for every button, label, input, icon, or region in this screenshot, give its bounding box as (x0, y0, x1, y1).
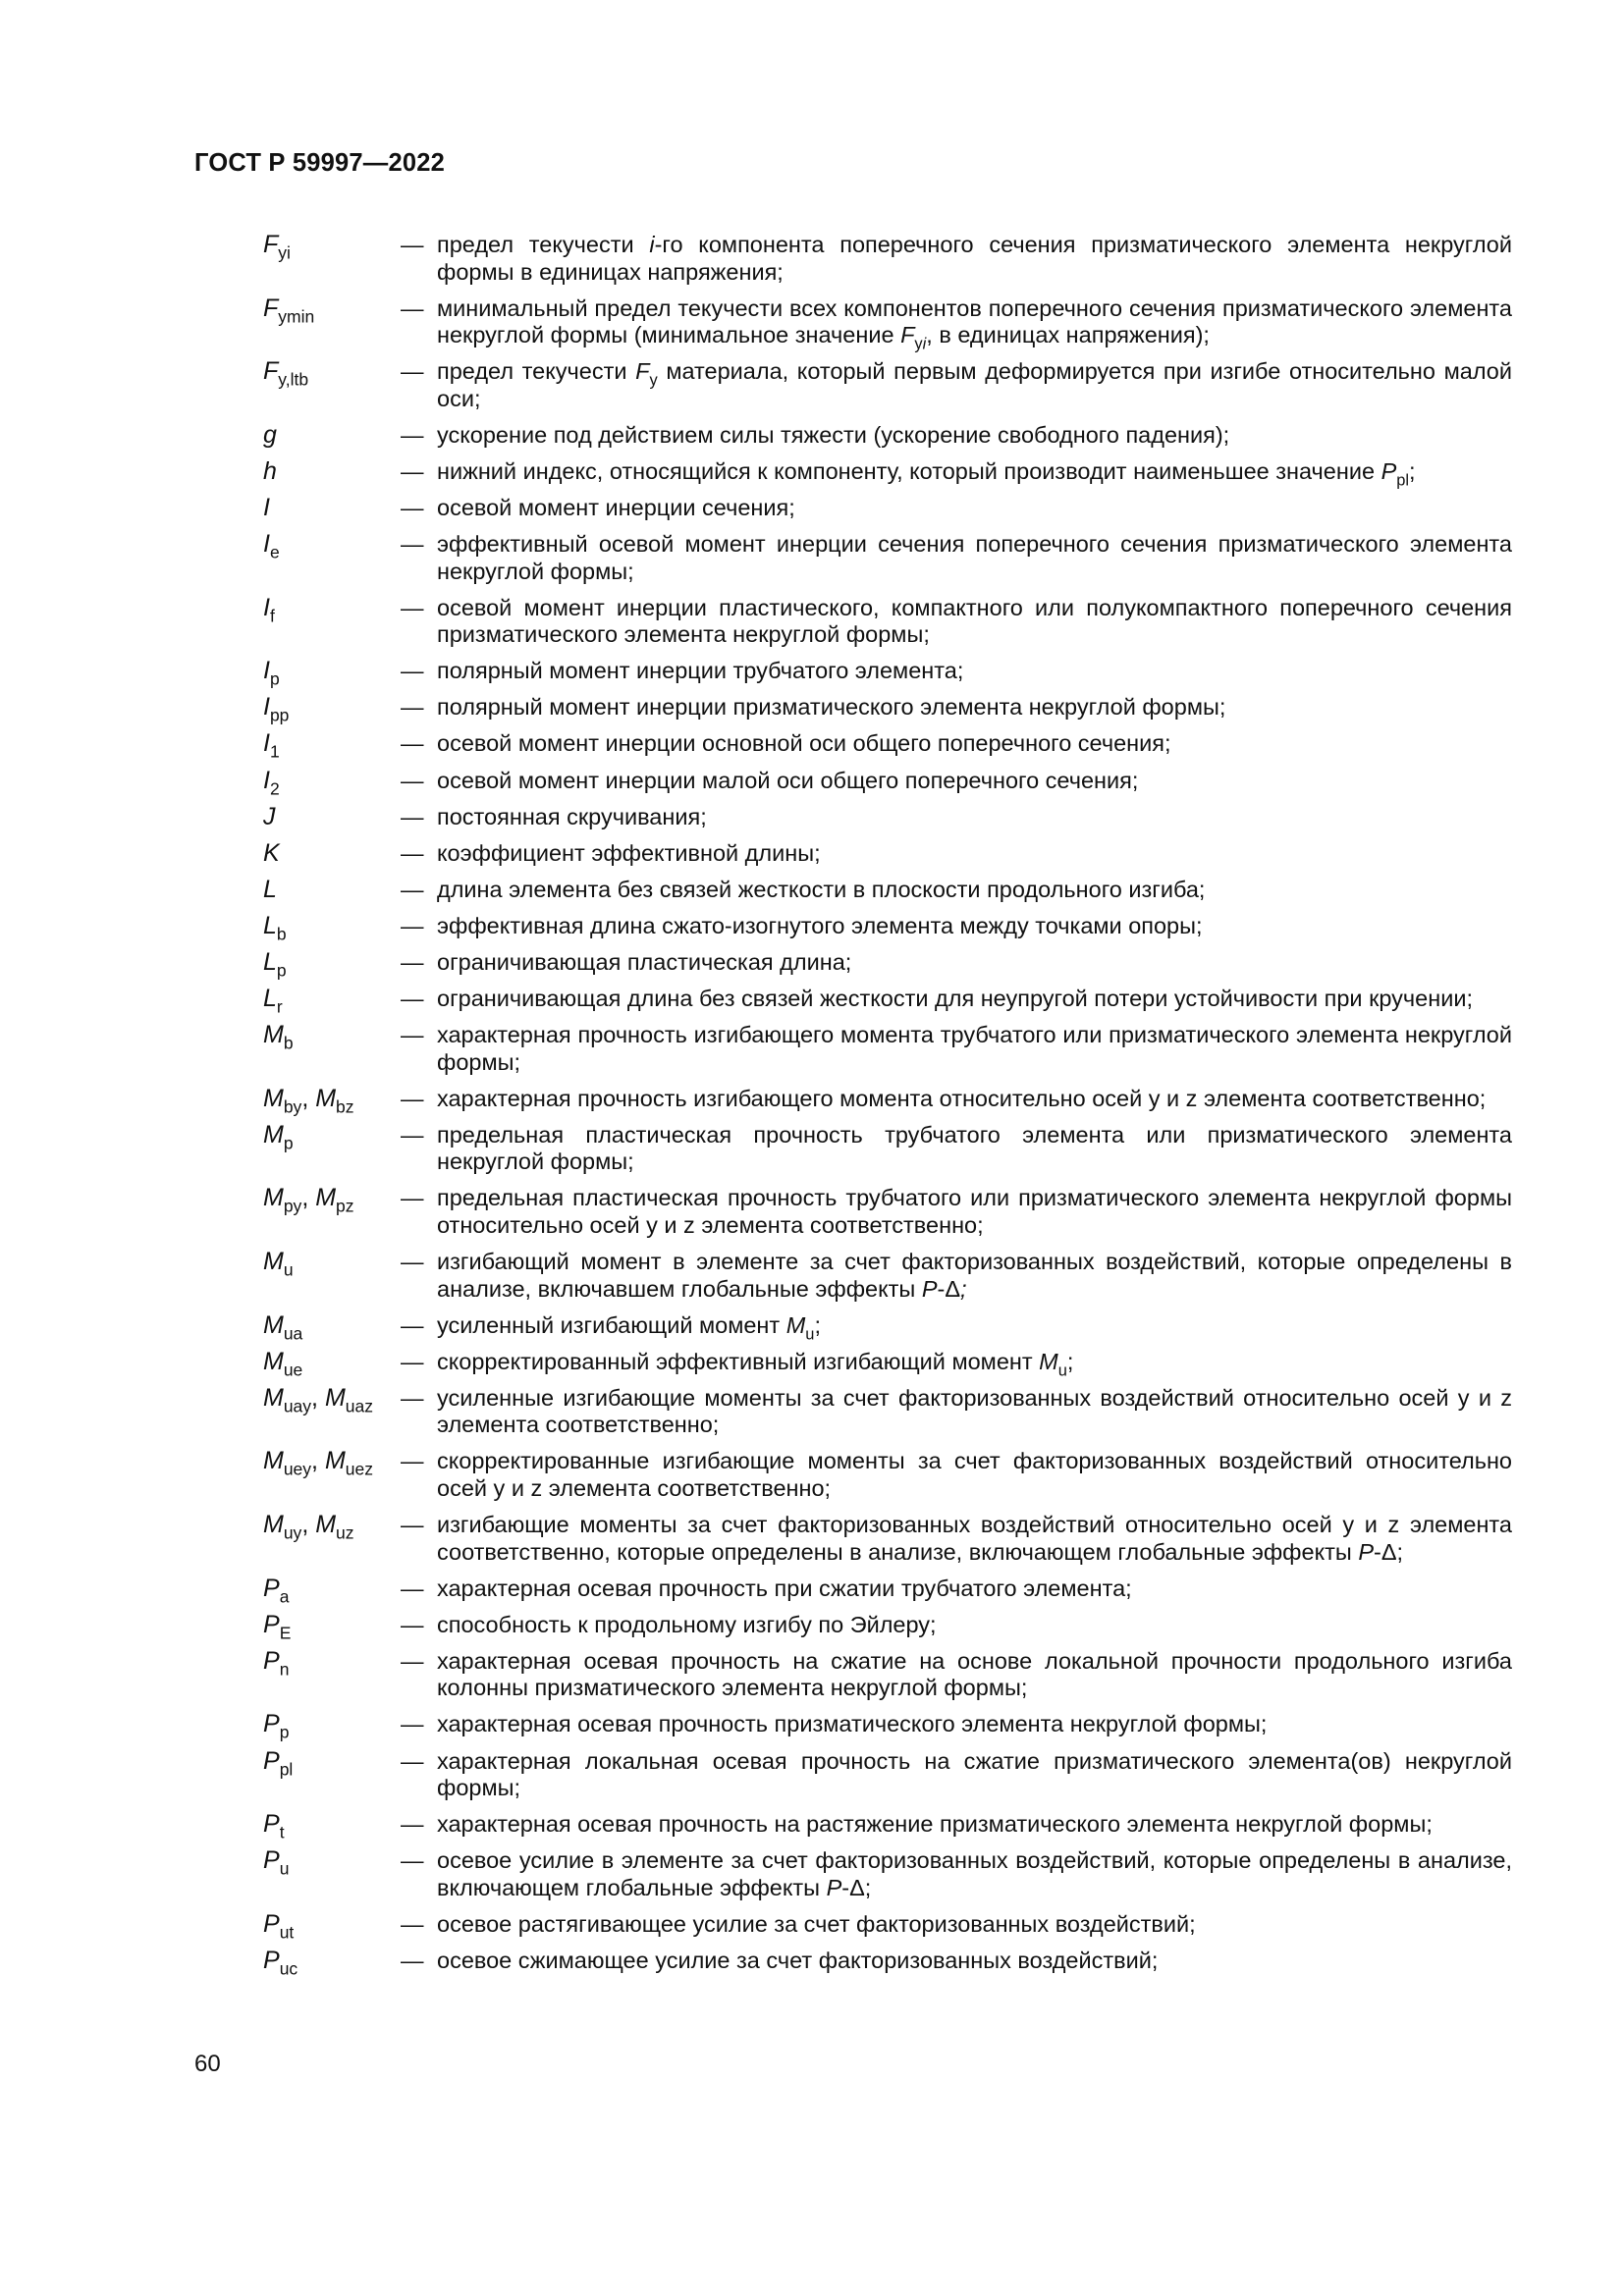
dash: — (401, 1811, 424, 1838)
dash: — (401, 949, 424, 975)
symbol-entry (0, 1084, 1624, 1117)
symbol-definition: скорректированный эффективный изгибающий момент $M_u$; (437, 1348, 1074, 1379)
symbol-definition: постоянная скручивания; (437, 803, 707, 829)
dash: — (401, 358, 424, 385)
symbol: L (263, 875, 277, 903)
symbol: $I_p$ (263, 657, 280, 689)
symbol-entry (0, 358, 1624, 412)
symbol-entry (0, 1574, 1624, 1607)
symbol: $P_{ut}$ (263, 1909, 295, 1943)
symbol: g (263, 420, 277, 449)
dash: — (401, 876, 424, 902)
dash: — (401, 767, 424, 793)
symbol-definition: полярный момент инерции трубчатого элемента; (437, 658, 964, 684)
symbol-definition: осевое усилие в элементе за счет факторизованных воздействий, которые определены в анализе, включающем глобальные эффекты P-Δ; (437, 1847, 1512, 1900)
dash: — (401, 1249, 424, 1275)
symbol: $P_{uc}$ (263, 1946, 298, 1979)
symbol: K (263, 838, 280, 867)
dash: — (401, 839, 424, 866)
symbol-definition: осевой момент инерции малой оси общего поперечного сечения; (437, 767, 1139, 793)
symbol: $P_t$ (263, 1810, 285, 1842)
dash: — (401, 1185, 424, 1211)
dash: — (401, 658, 424, 684)
dash: — (401, 1512, 424, 1538)
symbol-definition: характерная локальная осевая прочность на сжатие призматического элемента(ов) некруглой формы; (437, 1747, 1512, 1800)
symbol-entry (0, 1946, 1624, 1979)
symbol-entry (0, 1748, 1624, 1802)
symbol: $P_u$ (263, 1846, 290, 1879)
symbol: $I_{pp}$ (263, 693, 290, 725)
symbol-entry (0, 1648, 1624, 1702)
symbol-definition: предел текучести $F_y$ материала, который первым деформируется при изгибе относительно малой оси; (437, 358, 1512, 411)
dash: — (401, 294, 424, 321)
symbol-entry (0, 1022, 1624, 1076)
dash: — (401, 803, 424, 829)
symbol-definition: предельная пластическая прочность трубчатого элемента или призматического элемента некруглой формы; (437, 1121, 1512, 1175)
symbol: $F_{yi}$ (263, 231, 291, 263)
dash: — (401, 1311, 424, 1338)
dash: — (401, 1647, 424, 1674)
dash: — (401, 730, 424, 757)
symbol-definition: характерная осевая прочность при сжатии трубчатого элемента; (437, 1575, 1132, 1601)
symbol: $M_u$ (263, 1248, 294, 1280)
symbol-definition: минимальный предел текучести всех компонентов поперечного сечения призматического элемента некруглой формы (минимальное значение $F_{yi}$, в единицах напряжения); (437, 294, 1512, 353)
symbol-definition: ограничивающая длина без связей жесткости для неупругой потери устойчивости при кручении; (437, 986, 1473, 1012)
dash: — (401, 912, 424, 938)
symbol-definition: изгибающие моменты за счет факторизованных воздействий относительно осей y и z элемента соответственно, которые определены в анализе, включающем глобальные эффекты P-Δ; (437, 1512, 1512, 1565)
symbol: $L_b$ (263, 911, 287, 944)
dash: — (401, 421, 424, 448)
dash: — (401, 1575, 424, 1601)
symbol: $M_b$ (263, 1021, 294, 1053)
symbol-entry (0, 985, 1624, 1017)
symbol-entry (0, 911, 1624, 944)
symbol-definition: предельная пластическая прочность трубчатого или призматического элемента некруглой формы относительно осей y и z элемента соответственно; (437, 1185, 1512, 1238)
symbol-definition: осевой момент инерции пластического, компактного или полукомпактного поперечного сечения призматического элемента некруглой формы; (437, 594, 1512, 648)
symbol-entry (0, 1185, 1624, 1239)
symbol: $I_f$ (263, 593, 275, 626)
symbol: $F_{ymin}$ (263, 294, 315, 327)
symbol-entry (0, 1710, 1624, 1743)
symbol: $M_{uey}$, $M_{uez}$ (263, 1447, 373, 1480)
symbol-entry (0, 840, 1624, 868)
symbol-entry (0, 948, 1624, 981)
symbol-definition: ускорение под действием силы тяжести (ускорение свободного падения); (437, 421, 1230, 448)
symbol: h (263, 456, 277, 485)
symbol-definition: осевой момент инерции основной оси общего поперечного сечения; (437, 730, 1171, 757)
dash: — (401, 1847, 424, 1874)
symbol: $F_{y,ltb}$ (263, 357, 309, 390)
dash: — (401, 1348, 424, 1374)
symbol-entry (0, 1347, 1624, 1380)
symbol-entry (0, 1847, 1624, 1901)
dash: — (401, 594, 424, 620)
symbol-definition: характерная осевая прочность на растяжение призматического элемента некруглой формы; (437, 1811, 1433, 1838)
dash: — (401, 232, 424, 257)
symbol: $M_{ua}$ (263, 1310, 303, 1344)
symbol-entry (0, 294, 1624, 353)
dash: — (401, 1711, 424, 1737)
symbol-definition: характерная осевая прочность на сжатие на основе локальной прочности продольного изгиба колонны призматического элемента некруглой формы; (437, 1647, 1512, 1701)
symbol-entry (0, 1249, 1624, 1303)
dash: — (401, 531, 424, 558)
symbol: $I_2$ (263, 766, 280, 799)
dash: — (401, 1611, 424, 1637)
symbol: $I_e$ (263, 530, 280, 562)
symbol-definition: усиленные изгибающие моменты за счет факторизованных воздействий относительно осей y и z элемента соответственно; (437, 1384, 1512, 1438)
symbol-definition: характерная прочность изгибающего момента относительно осей y и z элемента соответственно; (437, 1085, 1487, 1111)
symbol: $P_n$ (263, 1646, 290, 1680)
symbol: $L_p$ (263, 948, 287, 981)
symbol-entry (0, 232, 1624, 286)
symbol-definition: осевое растягивающее усилие за счет факторизованных воздействий; (437, 1910, 1196, 1937)
symbol: $M_{uay}$, $M_{uaz}$ (263, 1383, 373, 1416)
symbol-entry (0, 1385, 1624, 1439)
symbol-definition: эффективный осевой момент инерции сечения поперечного сечения призматического элемента некруглой формы; (437, 531, 1512, 584)
symbol-entry (0, 531, 1624, 585)
symbol-definition: длина элемента без связей жесткости в плоскости продольного изгиба; (437, 876, 1206, 902)
symbol-entry (0, 877, 1624, 904)
symbol: $P_a$ (263, 1574, 290, 1607)
symbol-entry (0, 422, 1624, 450)
symbol: $M_{ue}$ (263, 1347, 303, 1380)
symbol: $I_1$ (263, 729, 280, 763)
dash: — (401, 1121, 424, 1148)
symbol-entry (0, 657, 1624, 689)
symbol-definition: нижний индекс, относящийся к компоненту, который производит наименьшее значение $P_{pl}$; (437, 457, 1416, 490)
symbol-definition: характерная осевая прочность призматического элемента некруглой формы; (437, 1711, 1268, 1737)
symbol-definition: усиленный изгибающий момент $M_u$; (437, 1311, 821, 1343)
symbol-entry (0, 595, 1624, 649)
symbol-definition: эффективная длина сжато-изогнутого элемента между точками опоры; (437, 912, 1203, 938)
symbol-definition: коэффициент эффективной длины; (437, 839, 821, 866)
page-number: 60 (194, 2051, 221, 2077)
symbol-entry (0, 495, 1624, 522)
symbol: $P_{pl}$ (263, 1746, 294, 1780)
symbol-list (0, 232, 1624, 1984)
dash: — (401, 494, 424, 520)
symbol-definition: предел текучести i-го компонента поперечного сечения призматического элемента некруглой формы в единицах напряжения; (437, 232, 1512, 285)
dash: — (401, 1085, 424, 1111)
page-header: ГОСТ Р 59997—2022 (194, 149, 446, 177)
symbol-entry (0, 456, 1624, 490)
symbol-entry (0, 1810, 1624, 1842)
symbol-definition: осевой момент инерции сечения; (437, 494, 795, 520)
symbol-entry (0, 693, 1624, 725)
symbol-definition: осевое сжимающее усилие за счет факторизованных воздействий; (437, 1947, 1159, 1973)
symbol: $M_{by}$, $M_{bz}$ (263, 1084, 354, 1117)
dash: — (401, 694, 424, 721)
symbol-definition: скорректированные изгибающие моменты за счет факторизованных воздействий относительно осей y и z элемента соответственно; (437, 1448, 1512, 1501)
symbol-entry (0, 1122, 1624, 1176)
symbol-entry (0, 1610, 1624, 1643)
symbol-entry (0, 1448, 1624, 1502)
dash: — (401, 986, 424, 1012)
symbol: J (263, 802, 276, 830)
dash: — (401, 1747, 424, 1774)
dash: — (401, 457, 424, 484)
symbol: I (263, 493, 270, 521)
symbol: $P_p$ (263, 1710, 290, 1743)
symbol-entry (0, 729, 1624, 763)
symbol: $M_p$ (263, 1120, 294, 1153)
symbol: $M_{uy}$, $M_{uz}$ (263, 1511, 354, 1543)
symbol-definition: характерная прочность изгибающего момента трубчатого или призматического элемента некруглой формы; (437, 1022, 1512, 1075)
symbol: $M_{py}$, $M_{pz}$ (263, 1184, 354, 1217)
symbol: $P_E$ (263, 1610, 292, 1643)
symbol-entry (0, 804, 1624, 831)
dash: — (401, 1384, 424, 1411)
symbol-definition: изгибающий момент в элементе за счет факторизованных воздействий, которые определены в анализе, включавшем глобальные эффекты P-Δ; (437, 1249, 1512, 1302)
dash: — (401, 1448, 424, 1474)
dash: — (401, 1947, 424, 1973)
symbol: $L_r$ (263, 985, 283, 1017)
symbol-entry (0, 1310, 1624, 1344)
symbol-entry (0, 766, 1624, 799)
symbol-definition: ограничивающая пластическая длина; (437, 949, 852, 975)
symbol-definition: способность к продольному изгибу по Эйлеру; (437, 1611, 937, 1637)
symbol-entry (0, 1512, 1624, 1566)
symbol-definition: полярный момент инерции призматического элемента некруглой формы; (437, 694, 1226, 721)
dash: — (401, 1910, 424, 1937)
dash: — (401, 1022, 424, 1048)
symbol-entry (0, 1909, 1624, 1943)
